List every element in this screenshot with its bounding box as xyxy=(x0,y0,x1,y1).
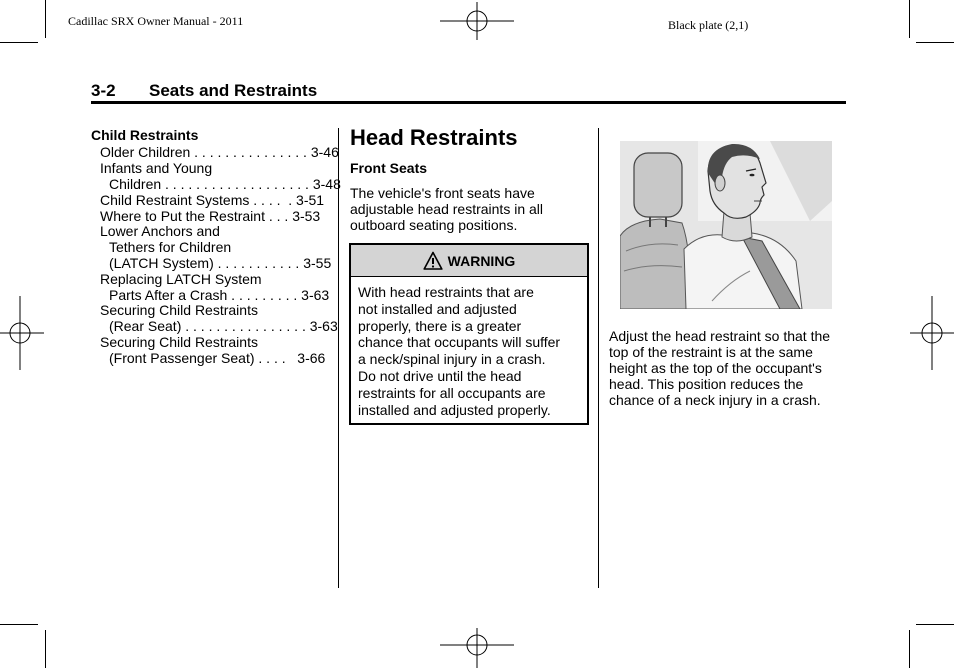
crop-mark xyxy=(0,42,38,43)
manual-title: Cadillac SRX Owner Manual - 2011 xyxy=(68,14,244,28)
caption-line: Adjust the head restraint so that the xyxy=(609,328,831,344)
warning-label: WARNING xyxy=(447,252,516,269)
section-rule xyxy=(91,101,846,104)
page-number: 3-2 xyxy=(91,81,116,100)
toc-entry[interactable]: Children . . . . . . . . . . . . . . . . . . . 3-48 xyxy=(109,176,341,192)
plate-label: Black plate (2,1) xyxy=(668,18,749,32)
intro-line: The vehicle's front seats have xyxy=(350,185,535,201)
toc-entry[interactable]: Infants and Young xyxy=(100,160,213,176)
head-restraint-illustration xyxy=(620,141,832,309)
toc-entry[interactable]: Child Restraint Systems . . . . . 3-51 xyxy=(100,192,325,208)
caption-line: top of the restraint is at the same xyxy=(609,344,813,360)
toc-entry[interactable]: Securing Child Restraints xyxy=(100,302,258,318)
toc-entry[interactable]: (Front Passenger Seat) . . . . 3-66 xyxy=(109,350,326,366)
toc-entry[interactable]: Replacing LATCH System xyxy=(100,271,262,287)
main-title: Head Restraints xyxy=(350,125,518,150)
caption-line: height as the top of the occupant's xyxy=(609,360,822,376)
warning-text xyxy=(351,277,587,418)
warning-icon xyxy=(423,251,443,271)
crop-mark xyxy=(909,0,910,38)
crop-mark xyxy=(909,630,910,668)
warning-line: chance that occupants will suffer xyxy=(358,334,561,351)
section-title: Seats and Restraints xyxy=(149,81,318,100)
illustration-caption xyxy=(609,328,830,408)
toc-entry[interactable]: Securing Child Restraints xyxy=(100,334,258,350)
caption-line: head. This position reduces the xyxy=(609,376,804,392)
warning-line: restraints for all occupants are xyxy=(358,384,546,401)
registration-mark-icon xyxy=(440,626,514,668)
toc-entry[interactable]: (LATCH System) . . . . . . . . . . . 3-55 xyxy=(109,255,332,271)
warning-line: not installed and adjusted xyxy=(358,300,517,317)
registration-mark-icon xyxy=(910,296,954,370)
toc-entry[interactable]: Older Children . . . . . . . . . . . . . . . 3-46 xyxy=(100,144,339,160)
toc-entry[interactable]: Tethers for Children xyxy=(109,239,232,255)
crop-mark xyxy=(45,630,46,668)
warning-line: installed and adjusted properly. xyxy=(358,401,551,418)
warning-header xyxy=(351,245,587,277)
toc-entry[interactable]: Parts After a Crash . . . . . . . . . 3-63 xyxy=(109,287,330,303)
toc-heading: Child Restraints xyxy=(91,127,199,143)
toc-entry[interactable]: Lower Anchors and xyxy=(100,223,220,239)
crop-mark xyxy=(0,624,38,625)
main-subtitle: Front Seats xyxy=(350,160,428,176)
toc-entry[interactable]: Where to Put the Restraint . . . 3-53 xyxy=(100,208,321,224)
intro-line: outboard seating positions. xyxy=(350,217,518,233)
column-divider xyxy=(598,128,599,588)
caption-line: chance of a neck injury in a crash. xyxy=(609,392,821,408)
column-divider xyxy=(338,128,339,588)
warning-line: Do not drive until the head xyxy=(358,367,522,384)
crop-mark xyxy=(45,0,46,38)
registration-mark-icon xyxy=(0,296,44,370)
warning-line: a neck/spinal injury in a crash. xyxy=(358,351,546,368)
intro-text xyxy=(350,185,543,233)
crop-mark xyxy=(916,42,954,43)
toc-entry[interactable]: (Rear Seat) . . . . . . . . . . . . . . . . 3-63 xyxy=(109,318,338,334)
warning-line: properly, there is a greater xyxy=(358,317,522,334)
warning-box xyxy=(349,243,589,425)
warning-line: With head restraints that are xyxy=(358,284,534,300)
intro-line: adjustable head restraints in all xyxy=(350,201,544,217)
crop-mark xyxy=(916,624,954,625)
registration-mark-icon xyxy=(440,2,514,44)
